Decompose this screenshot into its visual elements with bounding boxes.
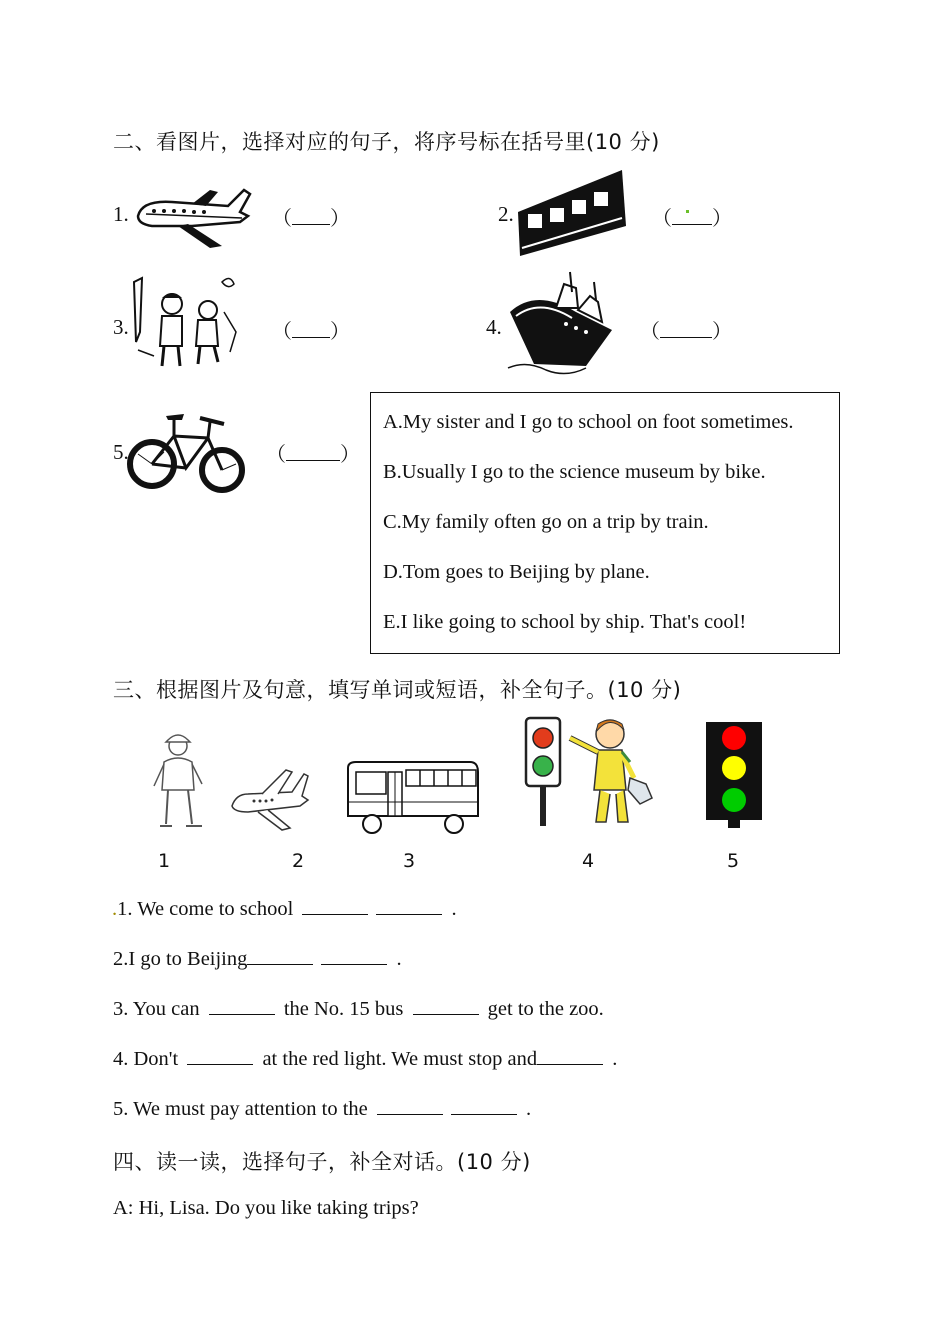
- paren-open: （: [640, 321, 660, 343]
- paren-close: ）: [712, 208, 732, 230]
- picture-4-label: 4: [582, 850, 595, 872]
- train-icon: [514, 168, 628, 258]
- item-2-number: 2.: [498, 202, 514, 226]
- walking-children-icon: [132, 272, 238, 370]
- traffic-light-icon: [704, 720, 764, 830]
- ship-icon: [506, 268, 616, 378]
- paren-open: （: [272, 321, 292, 343]
- crossing-boy-icon: [522, 716, 660, 828]
- paren-close: ）: [712, 321, 732, 343]
- section2-heading: 二、看图片，选择对应的句子，将序号标在括号里(10 分): [113, 130, 660, 154]
- walking-boy-icon: [150, 730, 210, 830]
- sentence-2-blank-1[interactable]: [247, 948, 313, 965]
- picture-2-label: 2: [292, 850, 305, 872]
- dialogue-line-1: A: Hi, Lisa. Do you like taking trips?: [113, 1197, 419, 1219]
- airplane-icon: [132, 186, 250, 252]
- picture-3-label: 3: [403, 850, 416, 872]
- sentence-1: .1. We come to school .: [112, 898, 457, 920]
- paren-open: （: [266, 444, 286, 466]
- sentence-5: 5. We must pay attention to the .: [113, 1098, 532, 1120]
- paren-close: ）: [340, 444, 360, 466]
- option-e: E.I like going to school by ship. That's cool!: [383, 611, 747, 633]
- picture-1-label: 1: [158, 850, 171, 872]
- bus-icon: [344, 758, 480, 830]
- paren-open: （: [272, 208, 292, 230]
- bicycle-icon: [128, 408, 244, 500]
- picture-5-label: 5: [727, 850, 740, 872]
- paren-close: ）: [330, 321, 350, 343]
- sentence-3-blank-1[interactable]: [209, 998, 275, 1015]
- item-5-answer-paren[interactable]: [266, 438, 360, 467]
- sentence-5-blank-2[interactable]: [451, 1098, 517, 1115]
- sentence-2-blank-2[interactable]: [321, 948, 387, 965]
- item-3-answer-paren[interactable]: [272, 315, 350, 344]
- sentence-5-blank-1[interactable]: [377, 1098, 443, 1115]
- sentence-1-blank-2[interactable]: [376, 898, 442, 915]
- item-3-number: 3.: [113, 315, 129, 339]
- green-dot: [686, 210, 689, 213]
- item-1-answer-paren[interactable]: [272, 202, 350, 231]
- item-2-answer-paren[interactable]: [652, 202, 732, 231]
- sentence-3-blank-2[interactable]: [413, 998, 479, 1015]
- option-a: A.My sister and I go to school on foot sometimes.: [383, 411, 794, 433]
- sentence-4: 4. Don't at the red light. We must stop and .: [113, 1048, 618, 1070]
- option-b: B.Usually I go to the science museum by bike.: [383, 461, 766, 483]
- option-c: C.My family often go on a trip by train.: [383, 511, 709, 533]
- sentence-4-blank-1[interactable]: [187, 1048, 253, 1065]
- item-5-number: 5.: [113, 440, 129, 464]
- section4-heading: 四、读一读，选择句子，补全对话。(10 分): [113, 1150, 531, 1174]
- paren-close: ）: [330, 208, 350, 230]
- sentence-1-blank-1[interactable]: [302, 898, 368, 915]
- item-4-number: 4.: [486, 315, 502, 339]
- item-4-answer-paren[interactable]: [640, 315, 732, 344]
- stray-dot: .: [112, 898, 118, 920]
- section3-heading: 三、根据图片及句意，填写单词或短语，补全句子。(10 分): [113, 678, 682, 702]
- sentence-3: 3. You can the No. 15 bus get to the zoo.: [113, 998, 604, 1020]
- sentence-4-blank-2[interactable]: [537, 1048, 603, 1065]
- item-1-number: 1.: [113, 202, 129, 226]
- options-box: [370, 392, 840, 654]
- plane-outline-icon: [228, 766, 310, 832]
- sentence-2: 2.I go to Beijing .: [113, 948, 402, 970]
- paren-open: （: [652, 208, 672, 230]
- option-d: D.Tom goes to Beijing by plane.: [383, 561, 650, 583]
